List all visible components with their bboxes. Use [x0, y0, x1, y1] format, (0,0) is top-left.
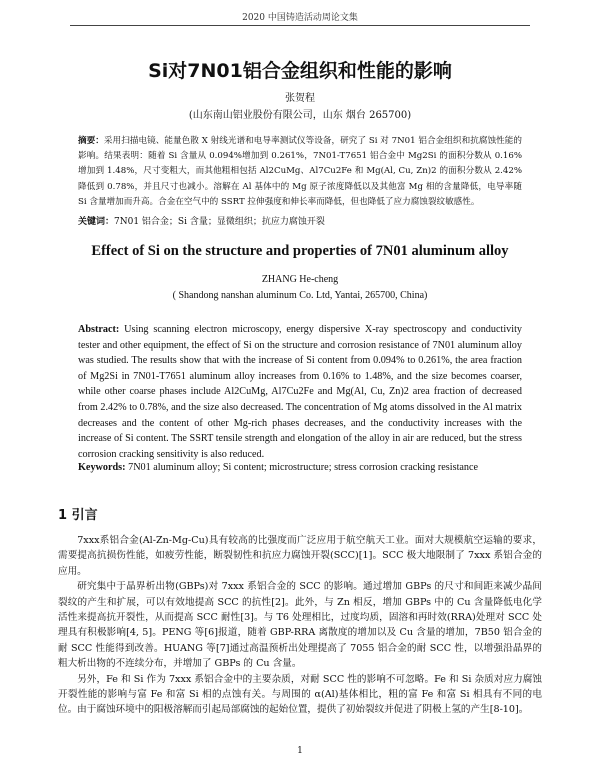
abstract-chinese	[78, 134, 522, 210]
affiliation-chinese: (山东南山铝业股份有限公司，山东 烟台 265700)	[188, 110, 412, 121]
abstract-english	[78, 322, 522, 462]
body-paragraph: 研究集中于晶界析出物(GBPs)对 7xxx 系铝合金的 SCC 的影响。通过增加 GBPs 的尺寸和间距来减少晶间裂纹的产生和扩展，可以有效地提高 SCC 的抗性[2]。此外，与 Zn 相反，增加 GBPs 中的 Cu 含量降低电化学活性来提高抗开裂性，从而提高 SCC 耐性[3]。与 T6 处理相比，过度均质，固溶和再时效(RRA)处理对 SCC 处理具有积极影响[4, 5]。PENG 等[6]报道，随着 GBP-RRA 离散度的增加以及 Cu 含量的增加，7B50 铝合金的耐 SCC 性能得到改善。HUANG 等[7]通过高温预析出处理提高了 7055 铝合金的耐 SCC 性，以增强沿晶界的粗大析出物的不连续分布，并增加了 GBPs 的 Cu 含量。	[58, 581, 542, 670]
affiliation-english: ( Shandong nanshan aluminum Co. Ltd, Yantai, 265700, China)	[172, 290, 428, 301]
author-english: ZHANG He-cheng	[261, 274, 339, 285]
keywords-chinese-label: 关键词：	[78, 217, 115, 227]
body-paragraph: 另外，Fe 和 Si 作为 7xxx 系铝合金中的主要杂质，对耐 SCC 性的影响不可忽略。Fe 和 Si 杂质对应力腐蚀开裂性能的影响与富 Fe 和富 Si 相的点蚀有关。与周围的 α(Al)基体相比，粗的富 Fe 和富 Si 相具有不同的电位。由于腐蚀环境中的阳极溶解而引起局部腐蚀的起始位置，提供了初始裂纹并促进了阴极上氢的产生[8-10]。	[58, 673, 542, 716]
keywords-english	[78, 462, 522, 473]
abstract-english-label: Abstract:	[78, 324, 120, 335]
body-paragraph: 7xxx系铝合金(Al-Zn-Mg-Cu)具有较高的比强度而广泛应用于航空航天工业。面对大规模航空运输的要求，需要提高抗损伤性能，如疲劳性能，断裂韧性和抗应力腐蚀开裂(SCC)[1]。SCC 极大地限制了 7xxx 系铝合金的应用。	[58, 535, 542, 577]
keywords-chinese	[78, 214, 522, 227]
page-number: 1	[297, 746, 303, 756]
abstract-english-text: Using scanning electron microscopy, energy dispersive X-ray spectroscopy and conductivity tester and other equipment, the effect of Si on the structure and corrosion resistance of 7N01 aluminum alloy was studied. The results show that with the increase of Si content from 0.094% to 0.261%, the area fraction of Mg2Si in 7N01-T7651 aluminum alloy increases from 0.16% to 1.48%, and the size becomes coarser, while other coarse phases include Al2CuMg, Al7Cu2Fe and Mg(Al, Cu, Zn)2 area fraction of decreased from 2.42% to 0.78%, and the size also decreased. The concentration of Mg atoms dissolved in the Al matrix decreases and the content of other Mg-rich phases decreases, and the conductivity increases with the increase of Si content. The SSRT tensile strength and elongation of the alloy in air are reduced, but the stress corrosion cracking sensitivity is also reduced.	[78, 324, 523, 460]
keywords-english-label: Keywords:	[78, 462, 126, 473]
title-english: Effect of Si on the structure and properties of 7N01 aluminum alloy	[91, 243, 509, 259]
title-chinese: Si对7N01铝合金组织和性能的影响	[148, 60, 452, 82]
introduction-body	[58, 533, 542, 718]
header-rule	[70, 25, 530, 26]
abstract-chinese-label: 摘要：	[78, 136, 104, 146]
keywords-chinese-text: 7N01 铝合金；Si 含量；显微组织；抗应力腐蚀开裂	[114, 217, 325, 227]
running-header: 2020 中国铸造活动周论文集	[242, 13, 358, 23]
abstract-chinese-text: 采用扫描电镜、能量色散 X 射线光谱和电导率测试仪等设备，研究了 Si 对 7N01 铝合金组织和抗腐蚀性能的影响。结果表明：随着 Si 含量从 0.094%增加到 0.261%，7N01-T7651 铝合金中 Mg2Si 的面积分数从 0.16%增加到 1.48%，尺寸变粗大，而其他粗相包括 Al2CuMg、Al7Cu2Fe 和 Mg(Al, Cu, Zn)2 的面积分数从 2.42%降低到 0.78%，并且尺寸也减小。溶解在 Al 基体中的 Mg 原子浓度降低以及其他富 Mg 相的含量降低，电导率随 Si 含量增加而升高。合金在空气中的 SSRT 拉伸强度和伸长率而降低，但也降低了应力腐蚀裂纹敏感性。	[78, 136, 522, 207]
keywords-english-text: 7N01 aluminum alloy; Si content; microstructure; stress corrosion cracking resistance	[128, 462, 479, 473]
author-chinese: 张贺程	[285, 93, 315, 104]
section-heading-introduction: 1 引言	[58, 508, 98, 523]
